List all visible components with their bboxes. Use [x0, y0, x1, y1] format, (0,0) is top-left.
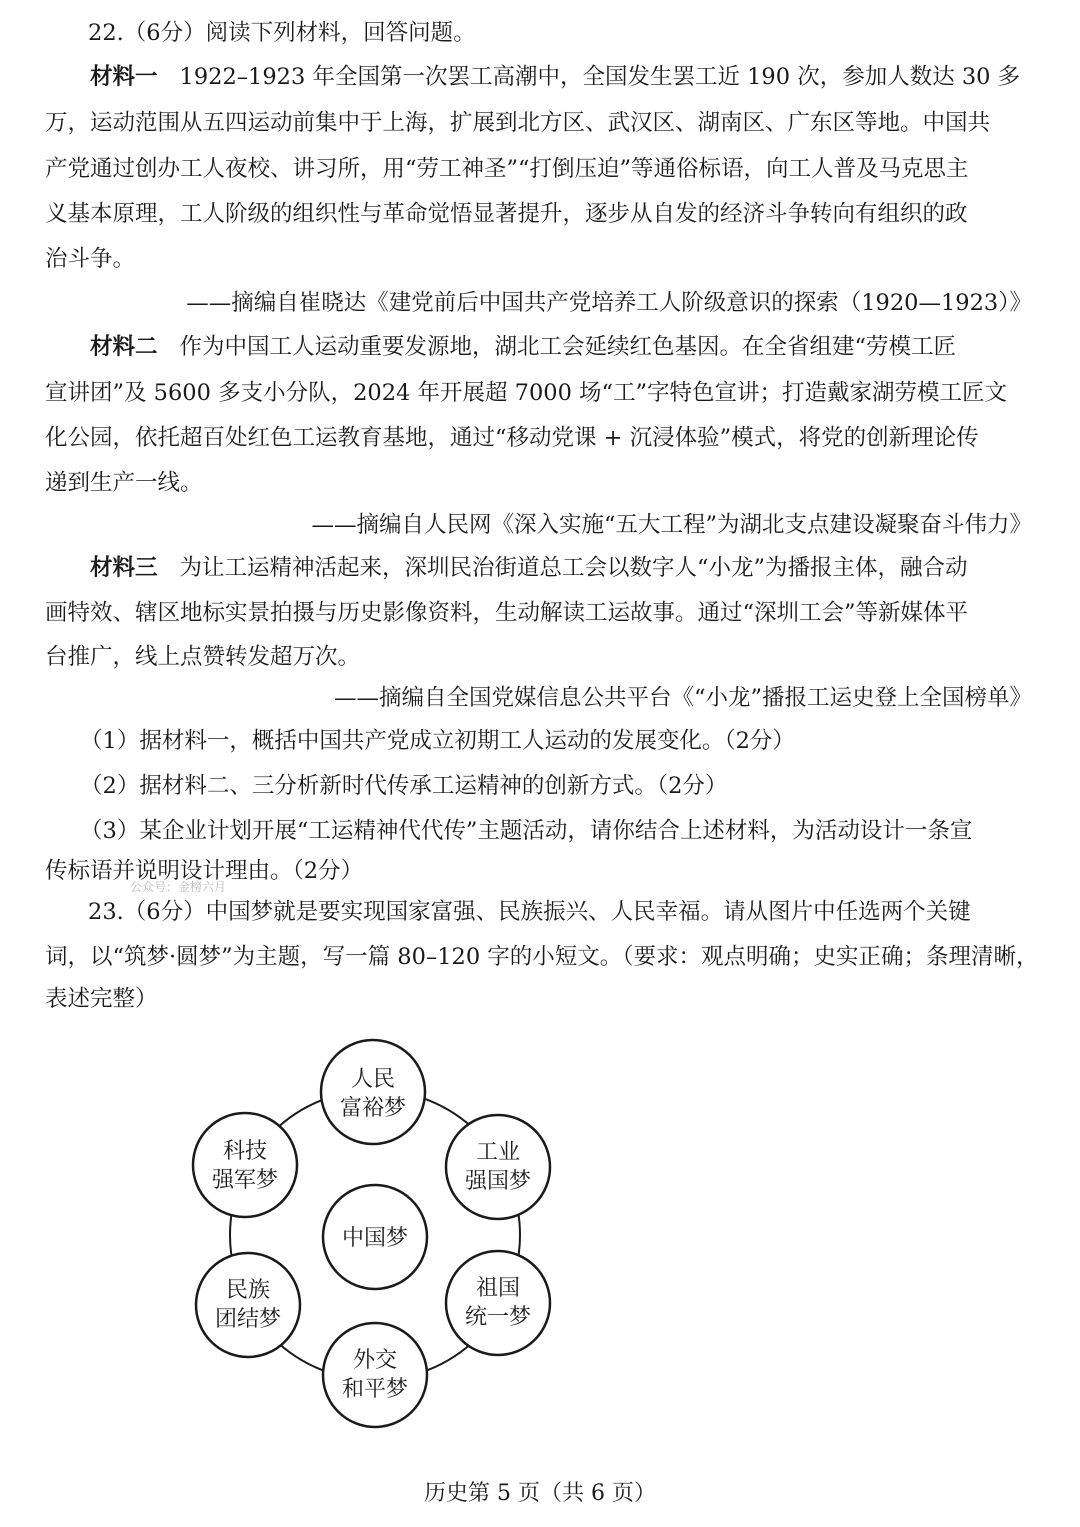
material-1-line-3: 产党通过创办工人夜校、讲习所，用“劳工神圣”“打倒压迫”等通俗标语，向工人普及马克思主 — [45, 156, 969, 182]
node-line-1: 祖国 — [475, 1276, 521, 1301]
node-line-1: 外交 — [352, 1348, 398, 1373]
sub-question-1: （1）据材料一，概括中国共产党成立初期工人运动的发展变化。（2分） — [80, 728, 795, 754]
q23-line-1: 23.（6分）中国梦就是要实现国家富强、民族振兴、人民幸福。请从图片中任选两个关键 — [88, 899, 971, 925]
material-3-text: 为让工运精神活起来，深圳民治街道总工会以数字人“小龙”为播报主体，融合动 — [179, 555, 968, 581]
node-line-2: 统一梦 — [464, 1305, 532, 1330]
node-national-unity — [446, 1251, 550, 1355]
node-line-2: 强军梦 — [211, 1168, 279, 1193]
node-people-prosperity — [321, 1040, 425, 1144]
node-line-2: 强国梦 — [464, 1169, 532, 1194]
material-2-first-line — [90, 332, 956, 362]
material-1-line-5: 治斗争。 — [45, 246, 136, 272]
material-2-line-4: 递到生产一线。 — [45, 470, 203, 496]
material-2-source: ——摘编自人民网《深入实施“五大工程”为湖北支点建设凝聚奋斗伟力》 — [311, 512, 1032, 538]
material-2-label: 材料二 — [90, 334, 158, 360]
q23-line-2: 词，以“筑梦·圆梦”为主题，写一篇 80–120 字的小短文。（要求：观点明确；史实正确；条理清晰， — [45, 944, 1039, 970]
material-2-line-3: 化公园，依托超百处红色工运教育基地，通过“移动党课 + 沉浸体验”模式，将党的创新理论传 — [45, 425, 979, 451]
node-line-2: 和平梦 — [341, 1377, 409, 1402]
page-footer: 历史第 5 页（共 6 页） — [424, 1481, 656, 1506]
q22-header: 22.（6分）阅读下列材料，回答问题。 — [88, 20, 476, 46]
material-3-line-3: 台推广，线上点赞转发超万次。 — [45, 644, 361, 670]
material-1-line-2: 万，运动范围从五四运动前集中于上海，扩展到北方区、武汉区、湖南区、广东区等地。中国共 — [45, 110, 991, 136]
node-line-2: 富裕梦 — [339, 1096, 407, 1121]
node-line-1: 科技 — [222, 1139, 268, 1164]
material-3-first-line — [90, 553, 968, 583]
material-3-line-2: 画特效、辖区地标实景拍摄与历史影像资料，生动解读工运故事。通过“深圳工会”等新媒体平 — [45, 600, 969, 626]
node-industrial-power — [446, 1115, 550, 1219]
node-line-2: 团结梦 — [214, 1307, 282, 1332]
material-2-line-2: 宣讲团”及 5600 多支小分队，2024 年开展超 7000 场“工”字特色宣讲；打造戴家湖劳模工匠文 — [45, 380, 1008, 406]
node-ethnic-unity — [196, 1253, 300, 1357]
node-line-1: 民族 — [225, 1278, 271, 1303]
material-3-label: 材料三 — [90, 555, 158, 581]
sub-question-2: （2）据材料二、三分析新时代传承工运精神的创新方式。（2分） — [80, 773, 728, 799]
material-3-source: ——摘编自全国党媒信息公共平台《“小龙”播报工运史登上全国榜单》 — [333, 685, 1032, 711]
material-1-first-line — [90, 62, 1020, 92]
china-dream-diagram — [180, 1035, 570, 1435]
node-line-1: 工业 — [475, 1140, 521, 1165]
material-1-label: 材料一 — [90, 64, 158, 90]
material-2-text: 作为中国工人运动重要发源地，湖北工会延续红色基因。在全省组建“劳模工匠 — [179, 334, 957, 360]
node-diplomacy-peace — [323, 1323, 427, 1427]
material-1-line-4: 义基本原理，工人阶级的组织性与革命觉悟显著提升，逐步从自发的经济斗争转向有组织的政 — [45, 201, 968, 227]
sub-question-3-line-1: （3）某企业计划开展“工运精神代代传”主题活动，请你结合上述材料，为活动设计一条宣 — [80, 818, 973, 844]
watermark: 公众号：金榜六月 — [130, 880, 227, 894]
q23-line-3: 表述完整） — [45, 986, 158, 1012]
node-science-military — [193, 1113, 297, 1217]
node-line-1: 人民 — [350, 1067, 396, 1092]
center-label: 中国梦 — [341, 1226, 409, 1251]
center-node — [323, 1185, 427, 1289]
material-1-text: 1922–1923 年全国第一次罢工高潮中，全国发生罢工近 190 次，参加人数达 30 多 — [179, 64, 1021, 90]
sub-question-3-line-2: 传标语并说明设计理由。（2分） — [45, 858, 364, 884]
material-1-source: ——摘编自崔晓达《建党前后中国共产党培养工人阶级意识的探索（1920—1923）》 — [186, 290, 1032, 316]
